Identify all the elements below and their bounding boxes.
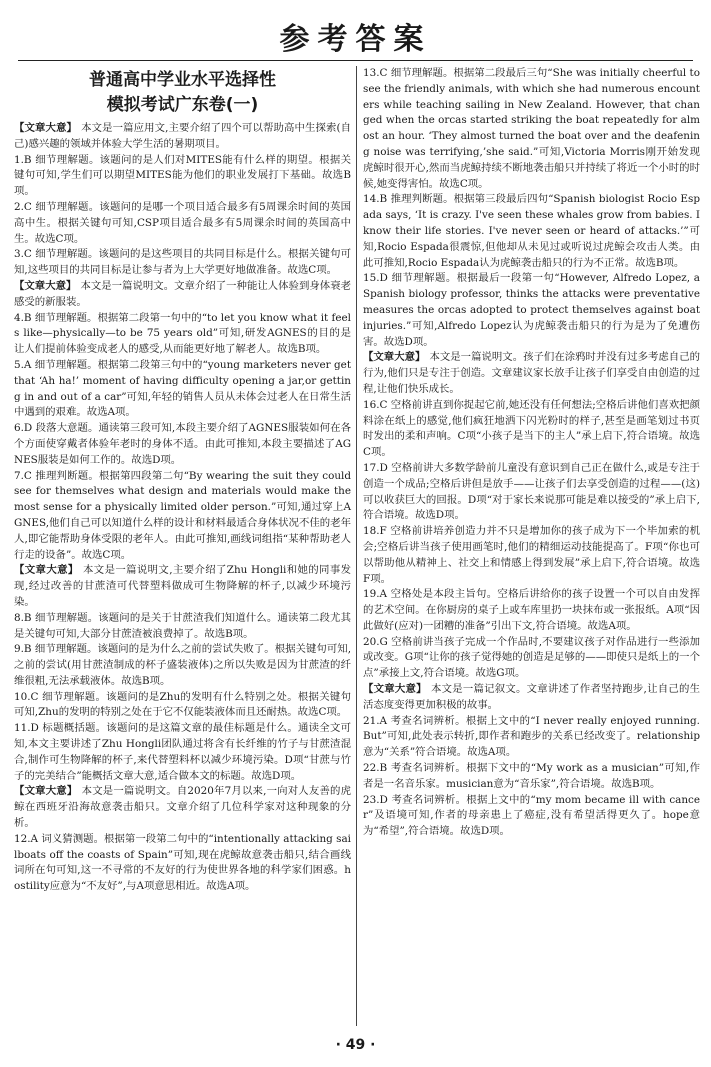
paragraph-text: 22.B 考查名词辨析。根据下文中的“My work as a musician”可知,作者是一名音乐家。musician意为“音乐家”,符合语境。故选B项。 bbox=[363, 762, 700, 790]
answer-item bbox=[363, 66, 700, 192]
answer-item bbox=[14, 247, 351, 279]
paragraph-text: 18.F 空格前讲培养创造力并不只是增加你的孩子成为下一个毕加索的机会;空格后讲当孩子使用画笔时,他们的精细运动技能提高了。F项“你也可以帮助他从精神上、社交上和情感上得到发展”承上启下,符合语境。故选F项。 bbox=[363, 525, 700, 585]
page-number: · 49 · bbox=[335, 1037, 376, 1053]
summary-tag: 【文章大意】 bbox=[14, 785, 78, 798]
answer-item bbox=[363, 192, 700, 271]
paragraph-text: 5.A 细节理解题。根据第二段第三句中的“young marketers never get that ‘Ah ha!’ moment of having difficulty opening a jar,or getting in and out of a car”可知,年轻的销售人员从未体会过老人在日常生活中遇到的艰难。故选A项。 bbox=[14, 358, 351, 419]
paragraph-text: 19.A 空格处是本段主旨句。空格后讲给你的孩子设置一个可以自由发挥的艺术空间。在你厨房的桌子上或车库里扔一块抹布或一张报纸。A项“因此做好(应对)一团糟的准备”引出下文,符合语境。故选A项。 bbox=[363, 588, 700, 632]
left-answer-list bbox=[14, 121, 351, 895]
answer-item bbox=[363, 587, 700, 634]
paragraph-text: 本文是一篇说明文,主要介绍了Zhu Hongli和她的同事发现,经过改善的甘蔗渣可代替塑料做成可生物降解的杯子,以减少环境污染。 bbox=[14, 564, 351, 608]
left-column bbox=[14, 66, 351, 895]
paragraph-text: 4.B 细节理解题。根据第二段第一句中的“to let you know what it feels like—physically—to be 75 years old”可知,研发AGNES的目的是让人们提前体验变成老人的感受,从而能更好地了解老人。故选B项。 bbox=[14, 311, 351, 356]
paragraph-text: 17.D 空格前讲大多数学龄前儿童没有意识到自己正在做什么,或是专注于创造一个成品;空格后讲但是放手——让孩子们去享受创造的过程——(这)可以收获巨大的回报。D项“对于家长来说那可能是难以接受的”承上启下,符合语境。故选D项。 bbox=[363, 461, 700, 522]
paragraph-text: 12.A 词义猜测题。根据第一段第二句中的“intentionally attacking sailboats off the coasts of Spain”可知,现在虎鲸故意袭击船只,结合画线词所在句可知,这一不寻常的不友好的行为使世界各地的科学家们困惑。hostility应意为“不友好”,与A项意思相近。故选A项。 bbox=[14, 832, 351, 893]
exam-title-line-2: 模拟考试广东卷(一) bbox=[106, 95, 259, 115]
paragraph-text: 9.B 细节理解题。该题问的是为什么之前的尝试失败了。根据关键句可知,之前的尝试(用甘蔗渣制成的杯子盛装液体)之所以失败是因为甘蔗渣的纤维很粗,无法承载液体。故选B项。 bbox=[14, 643, 351, 687]
paragraph-text: 14.B 推理判断题。根据第三段最后四句“Spanish biologist Rocio Espada says, ‘It is crazy. I've seen these whales grow from babies. I know their life stories. I've never seen or heard of attacks.’”可知,Rocio Espada很震惊,但他却从未见过或听说过虎鲸会攻击人类。由此可推知,Rocio Espada认为虎鲸袭击船只的行为不正常。故选B项。 bbox=[363, 193, 700, 269]
paragraph-text: 本文是一篇说明文。自2020年7月以来,一向对人友善的虎鲸在西班牙沿海故意袭击船只。文章介绍了几位科学家对这种现象的分析。 bbox=[14, 785, 352, 830]
title-rule bbox=[18, 60, 693, 61]
answer-item bbox=[14, 358, 351, 421]
answer-item bbox=[363, 398, 700, 461]
summary-paragraph bbox=[14, 784, 351, 831]
paragraph-text: 本文是一篇记叙文。文章讲述了作者坚持跑步,让自己的生活态度变得更加积极的故事。 bbox=[363, 683, 700, 711]
summary-tag: 【文章大意】 bbox=[14, 564, 79, 577]
answer-item bbox=[14, 690, 351, 722]
answer-item bbox=[14, 200, 351, 247]
answer-item bbox=[14, 153, 351, 200]
right-column bbox=[363, 66, 700, 840]
column-divider bbox=[356, 66, 357, 1026]
paragraph-text: 16.C 空格前讲直到你捉起它前,她还没有任何想法;空格后讲他们喜欢把颜料涂在纸上的感觉,他们疯狂地洒下闪光粉时的样子,甚至是画笔划过书页时发出的柔和声响。C项“小孩子是当下的主人”承上启下,符合语境。故选C项。 bbox=[363, 398, 700, 459]
answer-item bbox=[14, 421, 351, 468]
summary-tag: 【文章大意】 bbox=[14, 122, 77, 134]
answer-item bbox=[14, 311, 351, 358]
summary-paragraph bbox=[14, 563, 351, 610]
answer-item bbox=[14, 642, 351, 689]
summary-paragraph bbox=[14, 121, 351, 153]
answer-item bbox=[363, 271, 700, 350]
exam-title bbox=[14, 68, 351, 118]
paragraph-text: 10.C 细节理解题。该题问的是Zhu的发明有什么特别之处。根据关键句可知,Zhu的发明的特别之处在于它不仅能装液体而且还耐热。故选C项。 bbox=[14, 690, 351, 719]
summary-paragraph bbox=[14, 279, 351, 311]
answer-item bbox=[363, 761, 700, 793]
paragraph-text: 本文是一篇说明文。孩子们在涂鸦时并没有过多考虑自己的行为,他们只是专注于创造。文章建议家长放手让孩子们享受自由创造的过程,让他们快乐成长。 bbox=[363, 351, 700, 395]
answer-item bbox=[14, 611, 351, 643]
paragraph-text: 7.C 推理判断题。根据第四段第二句“By wearing the suit they could see for themselves what design and materials would make the most sense for a physically limited older person.”可知,通过穿上AGNES,他们自己可以知道什么样的设计和材料最适合身体状况不佳的老年人,即它能帮助身体受限的老年人。由此可推知,画线词组指“某种帮助老人行走的设备”。故选C项。 bbox=[14, 469, 351, 561]
paragraph-text: 6.D 段落大意题。通读第三段可知,本段主要介绍了AGNES服装如何在各个方面使穿戴者体验年老时的身体不适。由此可推知,本段主要描述了AGNES服装是如何工作的。故选D项。 bbox=[14, 422, 351, 466]
paragraph-text: 15.D 细节理解题。根据最后一段第一句“However, Alfredo Lopez, a Spanish biology professor, thinks the attacks were preventative measures the orcas adopted to protect themselves against boat injuries.”可知,Alfredo Lopez认为虎鲸袭击船只的行为是为了免遭伤害。故选D项。 bbox=[363, 272, 700, 348]
answer-item bbox=[14, 721, 351, 784]
paragraph-text: 3.C 细节理解题。该题问的是这些项目的共同目标是什么。根据关键句可知,这些项目的共同目标是让参与者为上大学更好地做准备。故选C项。 bbox=[14, 248, 351, 277]
answer-item bbox=[14, 469, 351, 564]
summary-tag: 【文章大意】 bbox=[14, 279, 77, 292]
paragraph-text: 2.C 细节理解题。该题问的是哪一个项目适合最多有5周课余时间的英国高中生。根据关键句可知,CSP项目适合最多有5周课余时间的英国高中生。故选C项。 bbox=[14, 200, 351, 245]
answer-item bbox=[363, 461, 700, 524]
paragraph-text: 8.B 细节理解题。该题问的是关于甘蔗渣我们知道什么。通读第二段尤其是关键句可知,大部分甘蔗渣被浪费掉了。故选B项。 bbox=[14, 611, 351, 640]
answer-item bbox=[363, 524, 700, 587]
answer-item bbox=[363, 793, 700, 840]
summary-tag: 【文章大意】 bbox=[363, 351, 426, 364]
page-title: 参考答案 bbox=[279, 22, 432, 57]
summary-tag: 【文章大意】 bbox=[363, 683, 427, 696]
answer-item bbox=[363, 714, 700, 761]
summary-paragraph bbox=[363, 682, 700, 714]
paragraph-text: 21.A 考查名词辨析。根据上文中的“I never really enjoyed running. But”可知,此处表示转折,即作者和跑步的关系已经改变了。relationship意为“关系”符合语境。故选A项。 bbox=[363, 714, 700, 759]
paragraph-text: 11.D 标题概括题。该题问的是这篇文章的最佳标题是什么。通读全文可知,本文主要讲述了Zhu Hongli团队通过将含有长纤维的竹子与甘蔗渣混合,制作可生物降解的杯子,来代替塑料杯以减少环境污染。D项“甘蔗与竹子的完美结合”能概括文章大意,适合做本文的标题。故选D项。 bbox=[14, 722, 351, 782]
paragraph-text: 13.C 细节理解题。根据第二段最后三句“She was initially cheerful to see the friendly animals, with which she had numerous encounters while teaching sailing in New Zealand. However, that changed when the orcas started striking the boat repeatedly for almost an hour. ‘They almost turned the boat over and the deafening noise was terrifying,’she said.”可知,Victoria Morris刚开始发现虎鲸时很开心,然而当虎鲸持续不断地袭击船只并持续了将近一个小时的时候,她变得害怕。故选C项。 bbox=[363, 67, 700, 190]
answer-item bbox=[14, 832, 351, 895]
paragraph-text: 本文是一篇说明文。文章介绍了一种能让人体验到身体衰老感受的新服装。 bbox=[14, 279, 351, 308]
answer-item bbox=[363, 635, 700, 682]
summary-paragraph bbox=[363, 350, 700, 397]
exam-title-line-1: 普通高中学业水平选择性 bbox=[89, 70, 276, 90]
paragraph-text: 1.B 细节理解题。该题问的是人们对MITES能有什么样的期望。根据关键句可知,学生们可以期望MITES能为他们的职业发展打下基础。故选B项。 bbox=[14, 153, 351, 198]
paragraph-text: 23.D 考查名词辨析。根据上文中的“my mom became ill with cancer”及语境可知,作者的母亲患上了癌症,没有希望活得更久了。hope意为“希望”,符合语境。故选D项。 bbox=[363, 793, 700, 838]
paragraph-text: 本文是一篇应用文,主要介绍了四个可以帮助高中生探索(自己)感兴趣的领域并体验大学生活的暑期项目。 bbox=[14, 122, 352, 150]
paragraph-text: 20.G 空格前讲当孩子完成一个作品时,不要建议孩子对作品进行一些添加或改变。G项“让你的孩子觉得她的创造是足够的——即使只是纸上的一个点”承接上文,符合语境。故选G项。 bbox=[363, 635, 700, 680]
right-answer-list bbox=[363, 66, 700, 840]
